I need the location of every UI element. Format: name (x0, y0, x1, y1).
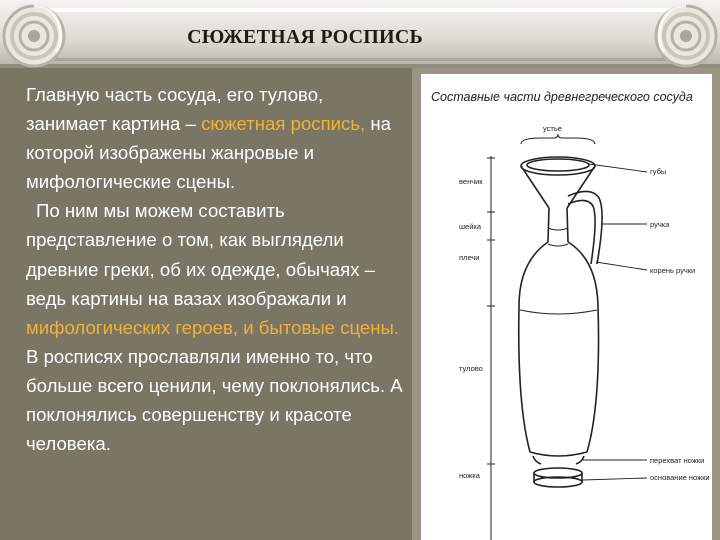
right-volute-ornament (656, 6, 716, 66)
paragraph-2-part-1: По ним мы можем составить представление о том, как выглядели древние греки, об их одежде, обычаях – ведь картины на вазах изображали и (26, 200, 376, 309)
vessel-diagram-svg (421, 74, 712, 540)
slide-title: СЮЖЕТНАЯ РОСПИСЬ (187, 26, 423, 48)
mouth-bracket (521, 134, 595, 144)
label-foot-base: основание ножки (650, 473, 710, 482)
label-foot-band: перехват ножки (650, 456, 705, 465)
left-bracket (487, 156, 495, 540)
paragraph-2 (26, 196, 406, 458)
paragraph-1-part-2: на которой изображены жанровые и мифологические сцены. (26, 113, 391, 193)
label-mouth: устье (543, 124, 562, 133)
vessel-diagram (421, 74, 712, 540)
label-neck: шейка (459, 222, 481, 231)
label-foot: ножка (459, 471, 480, 480)
paragraph-2-part-2: В росписях прославляли именно то, что больше всего ценили, чему поклонялись. А поклонялись совершенству и красоте человека. (26, 345, 403, 455)
label-lips: губы (650, 167, 667, 176)
paragraph-1 (26, 80, 406, 196)
label-handle-root: корень ручки (650, 266, 696, 275)
diagram-caption: Составные части древнегреческого сосуда (431, 90, 693, 104)
paragraph-1-part-1: Главную часть сосуда, его тулово, занимает картина – (26, 84, 324, 135)
body-text (26, 80, 406, 458)
label-handle: ручка (650, 220, 670, 229)
label-shoulders: плечи (459, 253, 480, 262)
highlight-plot-painting: сюжетная роспись, (201, 113, 366, 135)
label-rim: венчик (459, 177, 483, 186)
left-volute-ornament (4, 6, 64, 66)
label-body: тулово (459, 364, 483, 373)
highlight-myth-heroes: мифологических героев, и бытовые сцены. (26, 316, 400, 338)
vessel-outline (519, 157, 602, 487)
